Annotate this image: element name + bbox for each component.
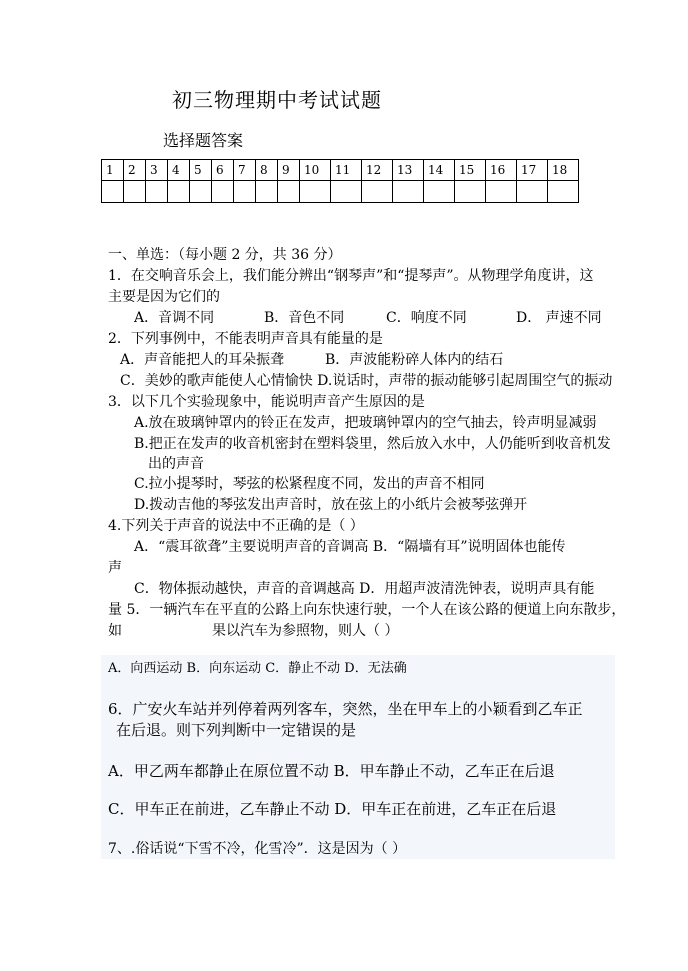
answer-blank-cell[interactable] <box>278 181 300 203</box>
q3-option-d: D.拨动吉他的琴弦发出声音时，放在弦上的小纸片会被琴弦弹开 <box>134 497 528 513</box>
q3-option-b-line2: 出的声音 <box>148 456 204 472</box>
answer-number-cell: 6 <box>212 160 234 181</box>
q2-option-a: A．声音能把人的耳朵振聋 <box>120 352 285 368</box>
q4-stem: 4.下列关于声音的说法中不正确的是（ ） <box>108 518 364 534</box>
q2-option-cd: C．美妙的歌声能使人心情愉快 D.说话时，声带的振动能够引起周围空气的振动 <box>120 373 613 389</box>
q5-stem-line1: 量 5．一辆汽车在平直的公路上向东快速行驶，一个人在该公路的便道上向东散步， <box>108 602 626 618</box>
q1-option-d: D． 声速不同 <box>516 310 602 326</box>
answer-blank-cell[interactable] <box>124 181 146 203</box>
q6-stem-line2: 在后退。则下列判断中一定错误的是 <box>116 721 357 739</box>
shaded-block <box>101 655 615 859</box>
answer-blank-cell[interactable] <box>146 181 168 203</box>
q5-stem-line2b: 果以汽车为参照物，则人（ ） <box>212 623 399 639</box>
q1-stem-line2: 主要是因为它们的 <box>108 289 220 305</box>
answer-blank-cell[interactable] <box>331 181 362 203</box>
answer-number-cell: 8 <box>256 160 278 181</box>
q3-stem: 3．以下几个实验现象中，能说明声音产生原因的是 <box>108 394 425 410</box>
answer-number-cell: 4 <box>168 160 190 181</box>
q2-option-b: B．声波能粉碎人体内的结石 <box>325 352 504 368</box>
q2-stem: 2．下列事例中，不能表明声音具有能量的是 <box>108 331 383 347</box>
answer-blank-cell[interactable] <box>190 181 212 203</box>
answer-blank-cell[interactable] <box>362 181 393 203</box>
answer-number-cell: 17 <box>517 160 548 181</box>
answer-number-cell: 16 <box>486 160 517 181</box>
answer-number-cell: 1 <box>102 160 124 181</box>
answer-number-cell: 18 <box>548 160 579 181</box>
answer-section-label: 选择题答案 <box>163 131 244 150</box>
answer-number-cell: 5 <box>190 160 212 181</box>
answer-blank-row <box>102 181 579 203</box>
answer-blank-cell[interactable] <box>424 181 455 203</box>
answer-number-cell: 2 <box>124 160 146 181</box>
answer-blank-cell[interactable] <box>486 181 517 203</box>
answer-blank-cell[interactable] <box>548 181 579 203</box>
answer-table <box>101 159 579 203</box>
q5-stem-line2a: 如 <box>108 623 122 639</box>
answer-blank-cell[interactable] <box>102 181 124 203</box>
answer-number-cell: 15 <box>455 160 486 181</box>
answer-number-cell: 12 <box>362 160 393 181</box>
q6-stem-line1: 6．广安火车站并列停着两列客车，突然，坐在甲车上的小颖看到乙车正 <box>108 700 583 718</box>
answer-number-cell: 3 <box>146 160 168 181</box>
q3-option-a: A.放在玻璃钟罩内的铃正在发声，把玻璃钟罩内的空气抽去，铃声明显减弱 <box>134 415 597 431</box>
answer-number-cell: 10 <box>300 160 331 181</box>
q1-option-a: A．音调不同 <box>134 310 215 326</box>
answer-blank-cell[interactable] <box>234 181 256 203</box>
answer-blank-cell[interactable] <box>393 181 424 203</box>
answer-blank-cell[interactable] <box>455 181 486 203</box>
q5-options: A．向西运动 B．向东运动 C．静止不动 D．无法确 <box>108 661 407 676</box>
answer-blank-cell[interactable] <box>212 181 234 203</box>
answer-number-cell: 7 <box>234 160 256 181</box>
answer-number-row <box>102 160 579 181</box>
q1-option-b: B．音色不同 <box>264 310 345 326</box>
q7-stem: 7、.俗话说“下雪不冷，化雪冷”．这是因为（ ） <box>108 841 407 857</box>
q4-option-cd: C．物体振动越快，声音的音调越高 D．用超声波清洗钟表，说明声具有能 <box>134 581 595 597</box>
answer-number-cell: 11 <box>331 160 362 181</box>
answer-blank-cell[interactable] <box>300 181 331 203</box>
q1-option-c: C．响度不同 <box>386 310 467 326</box>
q4-option-ab-cont: 声 <box>108 560 122 576</box>
q6-option-ab: A．甲乙两车都静止在原位置不动 B．甲车静止不动，乙车正在后退 <box>108 762 555 780</box>
q4-option-ab: A．“震耳欲聋”主要说明声音的音调高 B．“隔墙有耳”说明固体也能传 <box>134 539 566 555</box>
answer-number-cell: 14 <box>424 160 455 181</box>
answer-number-cell: 13 <box>393 160 424 181</box>
answer-blank-cell[interactable] <box>517 181 548 203</box>
q3-option-b-line1: B.把正在发声的收音机密封在塑料袋里，然后放入水中，人仍能听到收音机发 <box>134 436 611 452</box>
answer-blank-cell[interactable] <box>256 181 278 203</box>
answer-blank-cell[interactable] <box>168 181 190 203</box>
page-title: 初三物理期中考试试题 <box>172 88 382 112</box>
q3-option-c: C.拉小提琴时，琴弦的松紧程度不同，发出的声音不相同 <box>134 476 485 492</box>
section-heading: 一、单选：（每小题 2 分，共 36 分） <box>108 247 342 263</box>
q1-stem-line1: 1．在交响音乐会上，我们能分辨出“钢琴声”和“提琴声”。从物理学角度讲，这 <box>108 268 594 284</box>
q6-option-cd: C．甲车正在前进，乙车静止不动 D．甲车正在前进，乙车正在后退 <box>108 800 557 818</box>
answer-number-cell: 9 <box>278 160 300 181</box>
